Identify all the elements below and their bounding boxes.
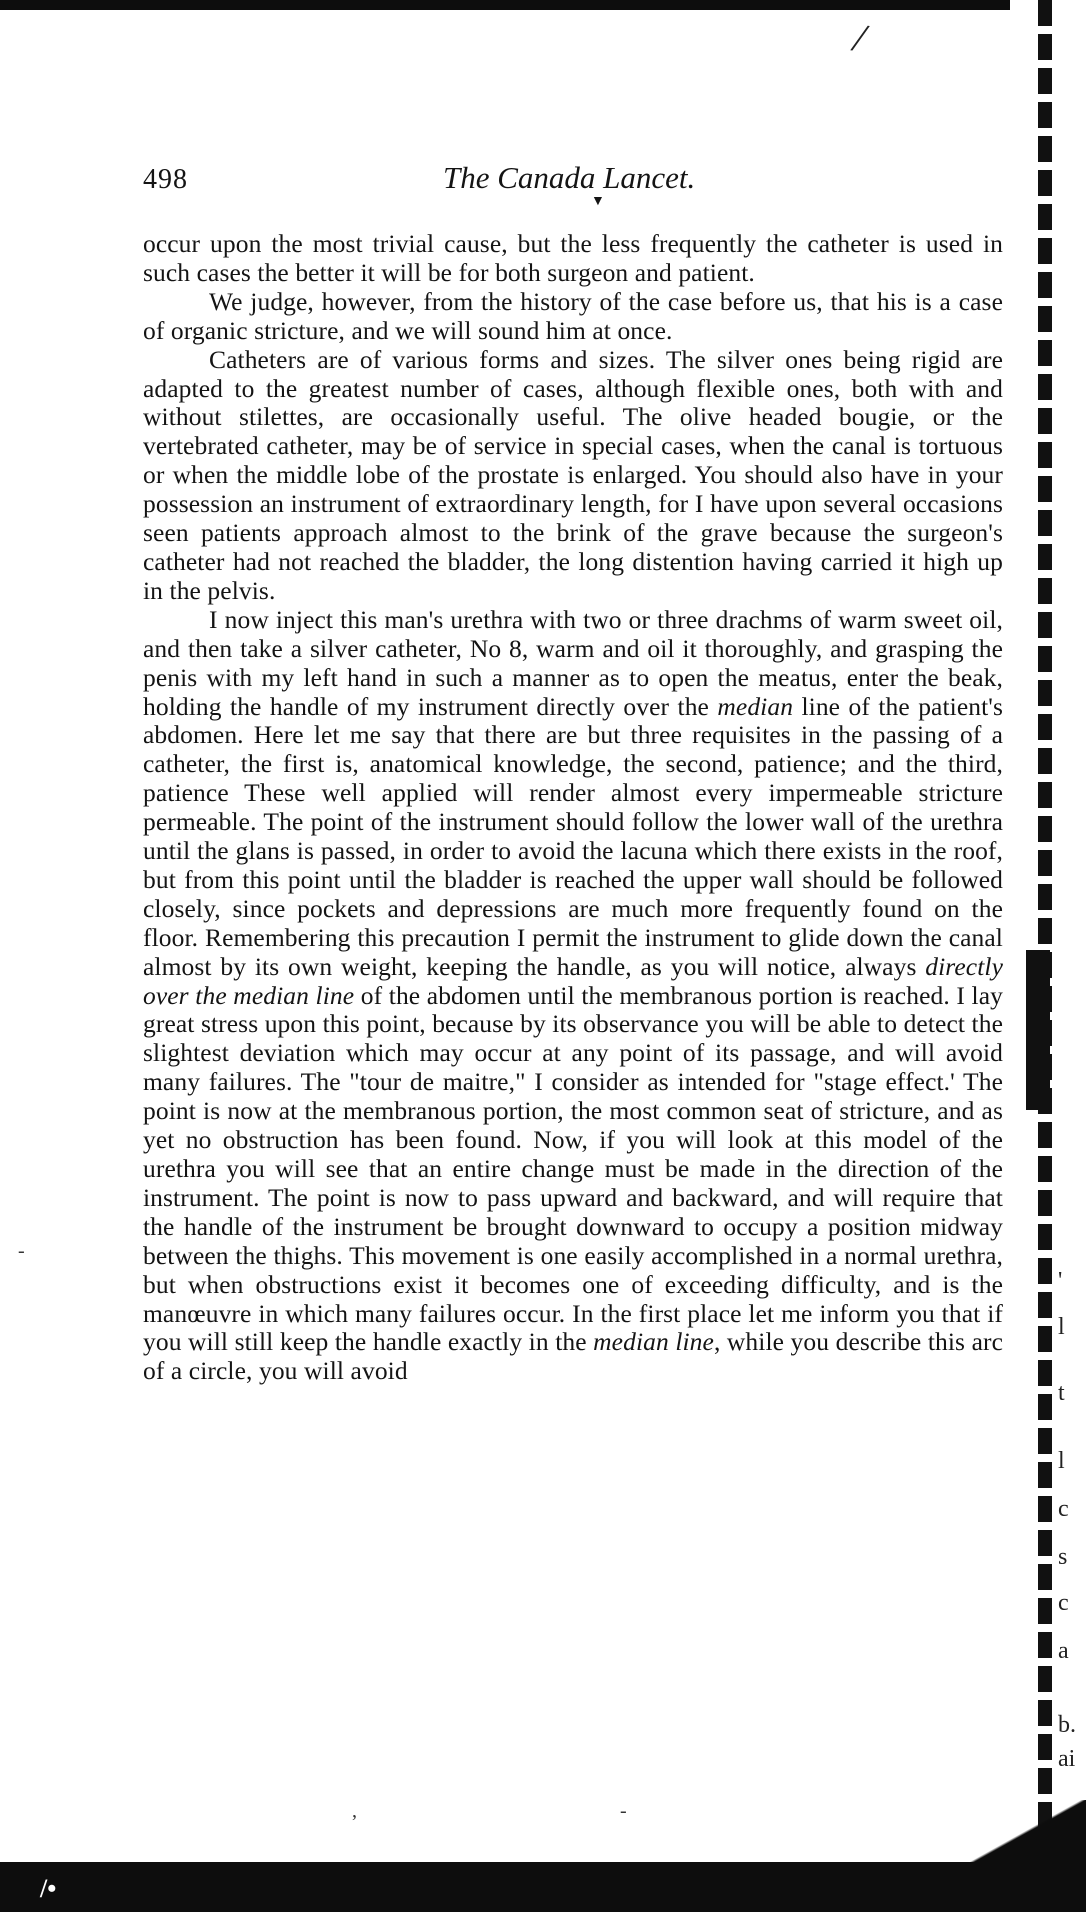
- paragraph-text: We judge, however, from the history of the case before us, that his is a case of organic stricture, and we will sound him at once.: [143, 286, 1003, 345]
- top-scan-border: [0, 0, 1010, 10]
- scan-speck: ,: [352, 1800, 357, 1822]
- italic-term: median line: [593, 1327, 714, 1357]
- margin-letter: ai: [1058, 1746, 1076, 1772]
- scan-speck: -: [18, 1240, 25, 1262]
- paragraph-text: of the abdomen until the membranous portion is reached. I lay great stress upon this point, because by its observance you will be able to detect the slightest deviation which may occur at any point of its passage, and will avoid many failures. The "tour de maitre," I consider as intended for "stage effect.' The point is now at the membranous portion, the most common seat of stricture, and as yet no obstruction has been found. Now, if you will look at this model of the urethra you will see that an entire change must be made in the direction of the instrument. The point is now to pass upward and backward, and will require that the handle of the instrument be brought downward to occupy a position midway between the thighs. This movement is one easily accomplished in a normal urethra, but when obstructions exist it becomes one of exceeding difficulty, and is the manœuvre in which many failures occur. In the first place let me inform you that if you will still keep the handle exactly in the: [143, 980, 1003, 1357]
- paragraph-1: [143, 230, 1003, 288]
- paragraph-text: I now inject this man's urethra with two or three drachms of warm sweet oil, and then take a silver catheter, No 8, warm and oil it thoroughly, and grasping the penis with my left hand in such a manner as to open the meatus, enter the beak, holding the handle of my instrument directly over the: [143, 604, 1003, 721]
- italic-term: directly over the median line: [143, 951, 1003, 1010]
- paragraph-text: occur upon the most trivial cause, but the less frequently the catheter is used in such cases the better it will be for both surgeon and patient.: [143, 229, 1003, 287]
- right-scan-shadow: [1026, 950, 1050, 1110]
- page-header: [143, 160, 1003, 209]
- running-head: The Canada Lancet.: [443, 160, 696, 195]
- margin-letter: c: [1058, 1590, 1069, 1616]
- header-ornament: ▼: [591, 194, 605, 209]
- margin-letter: l: [1058, 1314, 1065, 1340]
- margin-letter: b.: [1058, 1712, 1076, 1738]
- article-body: [143, 230, 1003, 1386]
- scan-speck: -: [620, 1800, 627, 1822]
- top-margin-mark: /: [850, 14, 869, 61]
- page-number: 498: [143, 164, 188, 195]
- paragraph-text: line of the patient's abdomen. Here let me say that there are but three requisites in the passing of a catheter, the first is, anatomical knowledge, the second, patience; and the third, patience These well applied will render almost every impermeable stricture permeable. The point of the instrument should follow the lower wall of the urethra until the glans is passed, in order to avoid the lacuna which there exists in the roof, but from this point until the bladder is reached the upper wall should be followed closely, since pockets and depressions are much more frequently found on the floor. Remembering this precaution I permit the instrument to glide down the canal almost by its own weight, keeping the handle, as you will notice, always: [143, 691, 1004, 981]
- paragraph-2: [143, 288, 1003, 346]
- paragraph-3: [143, 346, 1003, 606]
- bottom-scan-border: [0, 1862, 1086, 1912]
- margin-letter: l: [1058, 1448, 1065, 1474]
- bottom-scan-flare: [960, 1800, 1086, 1870]
- italic-term: median: [717, 691, 794, 721]
- paragraph-text: Catheters are of various forms and sizes. The silver ones being rigid are adapted to the greatest number of cases, although flexible ones, both with and without stilettes, are occasionally useful. The olive headed bougie, or the vertebrated catheter, may be of service in special cases, when the canal is tortuous or when the middle lobe of the prostate is enlarged. You should also have in your possession an instrument of extraordinary length, for I have upon several occasions seen patients approach almost to the brink of the grave because the surgeon's catheter had not reached the bladder, the long distention having carried it high up in the pelvis.: [143, 344, 1003, 605]
- margin-letter: c: [1058, 1496, 1069, 1522]
- margin-letter: a: [1058, 1638, 1069, 1664]
- margin-letter: ': [1058, 1268, 1063, 1294]
- paragraph-text: , while you describe this arc of a circle, you will avoid: [143, 1327, 1003, 1386]
- paragraph-4: [143, 606, 1003, 1386]
- right-scan-edge: [1038, 0, 1052, 1870]
- margin-letter: t: [1058, 1380, 1065, 1406]
- margin-letter: s: [1058, 1544, 1068, 1570]
- bottom-corner-mark: /•: [40, 1874, 57, 1903]
